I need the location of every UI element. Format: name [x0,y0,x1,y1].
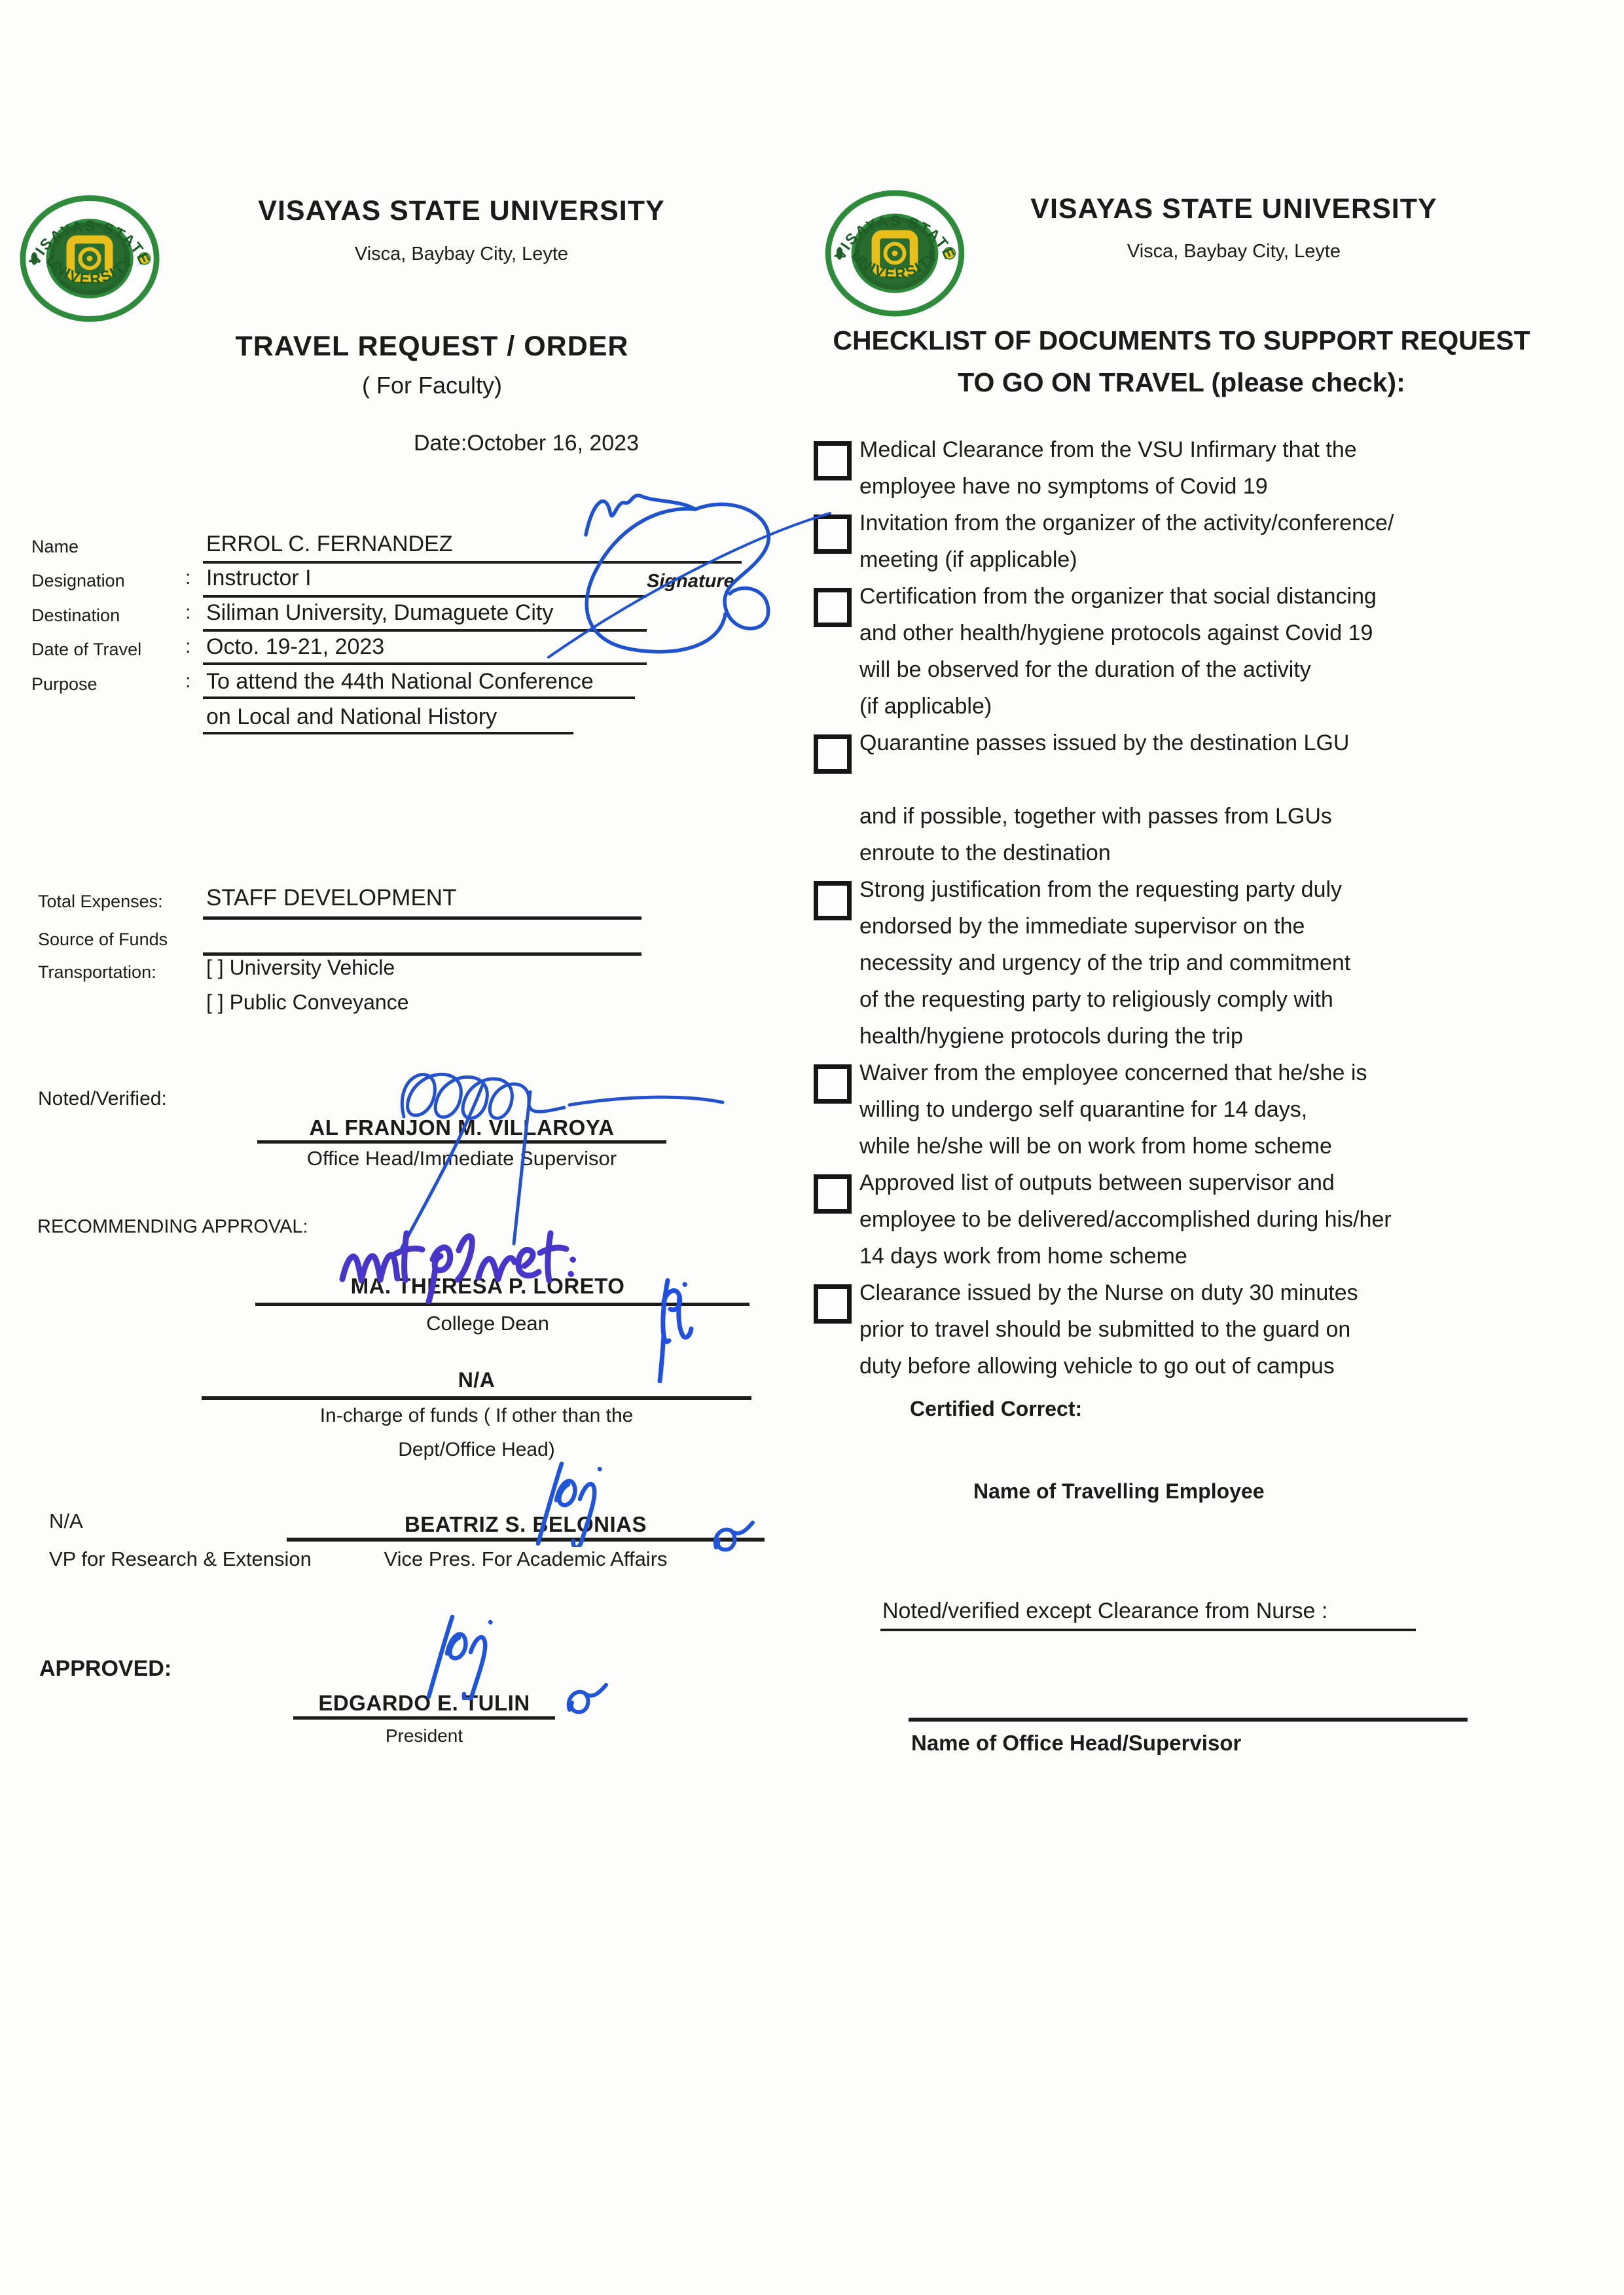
checklist-line: Medical Clearance from the VSU Infirmary that the [859,437,1357,462]
checklist-line: Invitation from the organizer of the activity/conference/ [859,511,1394,535]
checklist-line: Waiver from the employee concerned that he/she is [859,1060,1367,1085]
recommending-name: MA. THERESA P. LORETO [350,1274,625,1298]
recommending-underline [255,1303,749,1306]
field-value-purpose: To attend the 44th National Conference [206,669,594,694]
field-colon: : [185,670,191,692]
checklist-line: endorsed by the immediate supervisor on the [859,914,1305,939]
source-of-funds-label: Source of Funds [38,930,168,949]
logo-ring-top-text: VISAYAS STATE [26,217,154,268]
incharge-caption-line1: In-charge of funds ( If other than the [319,1405,634,1426]
recommending-title: College Dean [426,1312,549,1335]
noted-name-underline [257,1140,666,1144]
checklist-line: duty before allowing vehicle to go out of campus [859,1354,1335,1379]
checklist-item-invitation [859,511,1510,584]
incharge-caption-line2: Dept/Office Head) [398,1439,555,1460]
checklist-title-line1: CHECKLIST OF DOCUMENTS TO SUPPORT REQUEST [833,325,1530,355]
noted-name: AL FRANJON M. VILLAROYA [309,1115,615,1140]
checkbox[interactable] [814,1284,852,1324]
recommending-approval-label: RECOMMENDING APPROVAL: [37,1216,308,1237]
destination-underline [203,629,647,632]
noted-title: Office Head/Immediate Supervisor [306,1147,617,1170]
checklist-item-nurse-clearance [859,1280,1510,1390]
checklist-item-waiver [859,1060,1510,1170]
checklist-line: and other health/hygiene protocols against Covid 19 [859,621,1373,645]
approved-name: EDGARDO E. TULIN [318,1691,530,1715]
checkbox[interactable] [814,515,852,554]
noted-except-label: Noted/verified except Clearance from Nurse : [882,1599,1328,1623]
vp-re-na-value: N/A [49,1509,83,1532]
transportation-label: Transportation: [38,962,156,982]
designation-underline [203,595,647,598]
vsu-seal-logo [20,193,160,324]
checklist-line: 14 days work from home scheme [859,1244,1187,1269]
checklist-line: employee to be delivered/accomplished during his/her [859,1207,1392,1232]
field-value-purpose-line2: on Local and National History [206,704,497,729]
vp-aa-underline [287,1538,765,1542]
checklist-item-approved-outputs [859,1170,1510,1280]
name-underline [203,561,742,564]
office-head-label: Name of Office Head/Supervisor [911,1731,1242,1755]
logo-ring-top-text: VISAYAS STATE [831,212,959,263]
travelling-employee-label: Name of Travelling Employee [973,1479,1265,1503]
purpose-underline [203,696,635,699]
president-signature-ink [409,1612,524,1700]
checkbox[interactable] [814,734,852,774]
date-line: Date:October 16, 2023 [414,431,640,456]
checklist-line: employee have no symptoms of Covid 19 [859,474,1268,499]
vp-re-title: VP for Research & Extension [49,1547,312,1570]
checkbox[interactable] [814,1174,852,1214]
right-university-title: VISAYAS STATE UNIVERSITY [1030,193,1437,225]
transport-option-public-conveyance[interactable]: [ ] Public Conveyance [206,990,409,1014]
field-colon: : [185,567,191,588]
checklist-item-strong-justification [859,877,1510,1060]
field-label-destination: Destination [31,605,120,625]
vp-aa-title: Vice Pres. For Academic Affairs [384,1547,668,1570]
approved-title: President [385,1726,463,1746]
checklist-line: will be observed for the duration of the activity [859,657,1311,682]
checkbox[interactable] [814,881,852,920]
checklist-line: Quarantine passes issued by the destination LGU [859,731,1350,755]
field-value-date-of-travel: Octo. 19-21, 2023 [206,634,385,659]
incharge-underline [202,1396,751,1400]
checkbox[interactable] [814,441,852,480]
checklist-line: (if applicable) [859,694,992,719]
right-university-address: Visca, Baybay City, Leyte [1127,241,1341,262]
vsu-seal-logo [821,190,968,317]
field-label-designation: Designation [31,571,125,590]
checklist-line: enroute to the destination [859,840,1111,865]
checklist-line: Strong justification from the requesting party duly [859,877,1343,902]
noted-verified-label: Noted/Verified: [38,1088,167,1110]
certified-correct-label: Certified Correct: [910,1397,1083,1420]
total-expenses-label: Total Expenses: [38,892,163,911]
left-university-address: Visca, Baybay City, Leyte [354,244,569,264]
field-label-date-of-travel: Date of Travel [31,640,142,659]
purpose-underline-2 [203,732,573,734]
transport-option-university-vehicle[interactable]: [ ] University Vehicle [206,956,395,979]
checklist-line: willing to undergo self quarantine for 14 days, [859,1097,1308,1122]
checklist-title-line2: TO GO ON TRAVEL (please check): [958,367,1405,397]
vp-aa-name: BEATRIZ S. BELONIAS [404,1512,647,1536]
checklist-item-certification [859,584,1510,731]
field-value-designation: Instructor I [206,566,312,590]
date-of-travel-underline [203,662,647,665]
form-title: TRAVEL REQUEST / ORDER [235,331,629,362]
checklist-line: necessity and urgency of the trip and commitment [859,950,1351,975]
checklist-line: and if possible, together with passes from LGUs [859,804,1332,829]
field-label-name: Name [31,537,79,556]
checklist-item-medical-clearance [859,437,1510,511]
checklist-line: Clearance issued by the Nurse on duty 30 minutes [859,1280,1358,1305]
incharge-na-value: N/A [458,1368,496,1392]
noted-except-underline [880,1629,1416,1631]
checkbox[interactable] [814,1064,852,1104]
logo-ring-bottom-text: UNIVERSITY [848,246,942,283]
total-expenses-value: STAFF DEVELOPMENT [206,885,457,911]
checklist-line: while he/she will be on work from home scheme [859,1134,1332,1159]
logo-ring-bottom-text: UNIVERSITY [42,251,137,288]
checklist-line: meeting (if applicable) [859,547,1077,572]
form-subtitle: ( For Faculty) [361,372,502,399]
checklist-line: Certification from the organizer that social distancing [859,584,1377,609]
checkbox[interactable] [814,588,852,627]
left-university-title: VISAYAS STATE UNIVERSITY [258,195,665,226]
checklist-line: of the requesting party to religiously comply with [859,987,1333,1012]
checklist-line [859,767,1510,804]
signature-label: Signature [647,571,734,592]
field-colon: : [185,602,191,623]
checklist-line: prior to travel should be submitted to the guard on [859,1317,1351,1342]
field-colon: : [185,636,191,657]
checklist-item-quarantine-passes [859,731,1510,877]
office-head-signature-line [909,1718,1468,1722]
field-value-name: ERROL C. FERNANDEZ [206,532,453,556]
field-label-purpose: Purpose [31,674,98,694]
approved-underline [293,1716,555,1720]
approved-label: APPROVED: [39,1656,172,1681]
total-expenses-underline [203,916,641,920]
checklist-line: Approved list of outputs between supervisor and [859,1170,1335,1195]
field-value-destination: Siliman University, Dumaguete City [206,600,554,625]
president-flourish-ink [562,1682,613,1723]
checklist [816,437,1510,1390]
checklist-line: health/hygiene protocols during the trip [859,1024,1243,1049]
